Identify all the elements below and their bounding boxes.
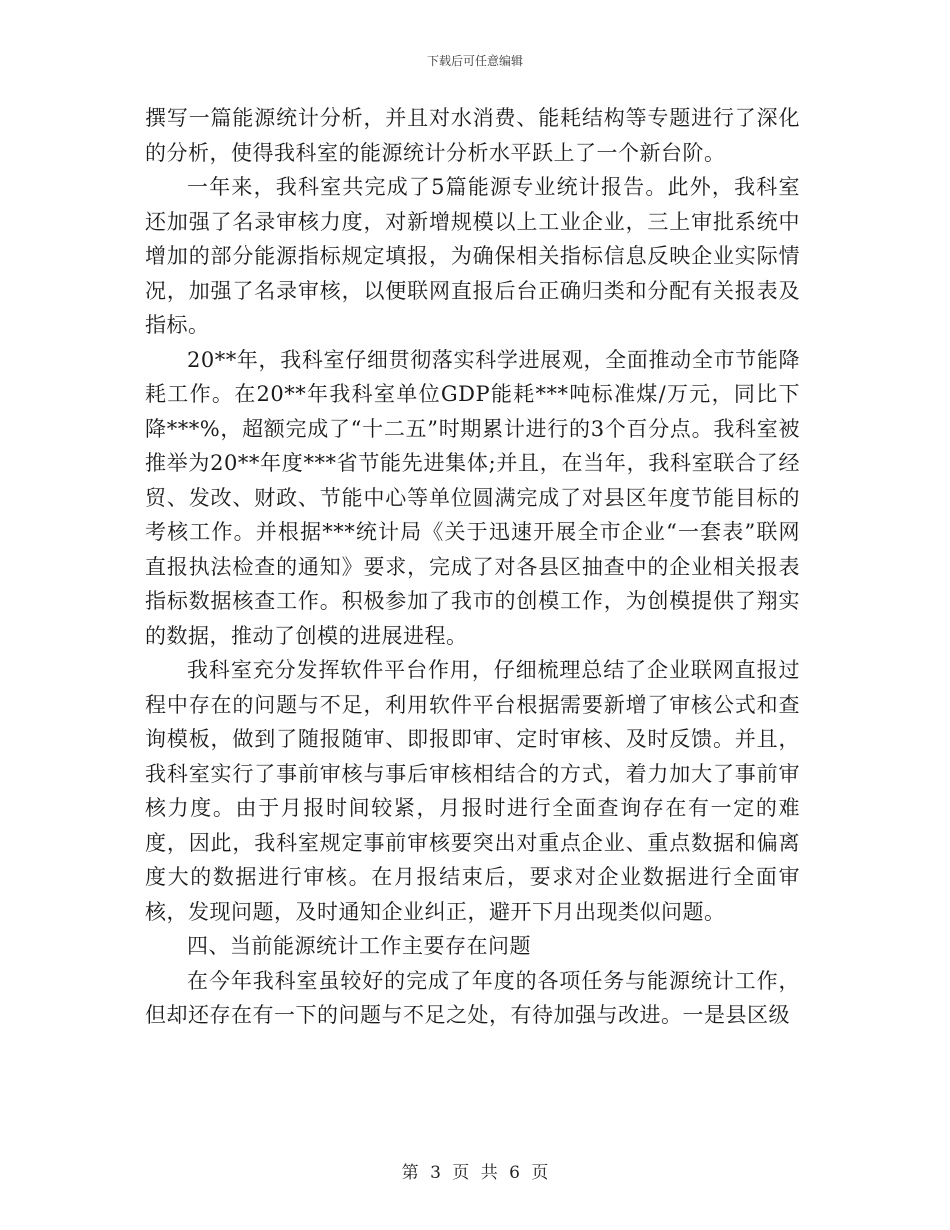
- paragraph-continuation: 撰写一篇能源统计分析，并且对水消费、能耗结构等专题进行了深化的分析，使得我科室的能源统计分析水平跃上了一个新台阶。: [145, 106, 800, 165]
- page-header-note: 下载后可任意编辑: [426, 54, 523, 68]
- section-heading: 四、当前能源统计工作主要存在问题: [187, 934, 531, 958]
- page-number-footer: 第 3 页 共 6 页: [401, 1163, 549, 1183]
- paragraph-reports: 一年来，我科室共完成了5篇能源专业统计报告。此外，我科室还加强了名录审核力度，对新增规模以上工业企业，三上审批系统中增加的部分能源指标规定填报，为确保相关指标信息反映企业实际情况，加强了名录审核，以便联网直报后台正确归类和分配有关报表及指标。: [145, 175, 800, 337]
- document-body: [145, 101, 800, 1033]
- paragraph-energy-saving: 20**年，我科室仔细贯彻落实科学进展观，全面推动全市节能降耗工作。在20**年我科室单位GDP能耗***吨标准煤/万元，同比下降***%，超额完成了“十二五”时期累计进行的3个百分点。我科室被推举为20**年度***省节能先进集体;并且，在当年，我科室联合了经贸、发改、财政、节能中心等单位圆满完成了对县区年度节能目标的考核工作。并根据***统计局《关于迅速开展全市企业“一套表”联网直报执法检查的通知》要求，完成了对各县区抽查中的企业相关报表指标数据核查工作。积极参加了我市的创模工作，为创模提供了翔实的数据，推动了创模的进展进程。: [145, 347, 800, 648]
- paragraph-software-platform: 我科室充分发挥软件平台作用，仔细梳理总结了企业联网直报过程中存在的问题与不足，利用软件平台根据需要新增了审核公式和查询模板，做到了随报随审、即报即审、定时审核、及时反馈。并且，我科室实行了事前审核与事后审核相结合的方式，着力加大了事前审核力度。由于月报时间较紧，月报时进行全面查询存在有一定的难度，因此，我科室规定事前审核要突出对重点企业、重点数据和偏离度大的数据进行审核。在月报结束后，要求对企业数据进行全面审核，发现问题，及时通知企业纠正，避开下月出现类似问题。: [145, 658, 800, 924]
- paragraph-problems: 在今年我科室虽较好的完成了年度的各项任务与能源统计工作，但却还存在有一下的问题与不足之处，有待加强与改进。一是县区级: [145, 968, 800, 1027]
